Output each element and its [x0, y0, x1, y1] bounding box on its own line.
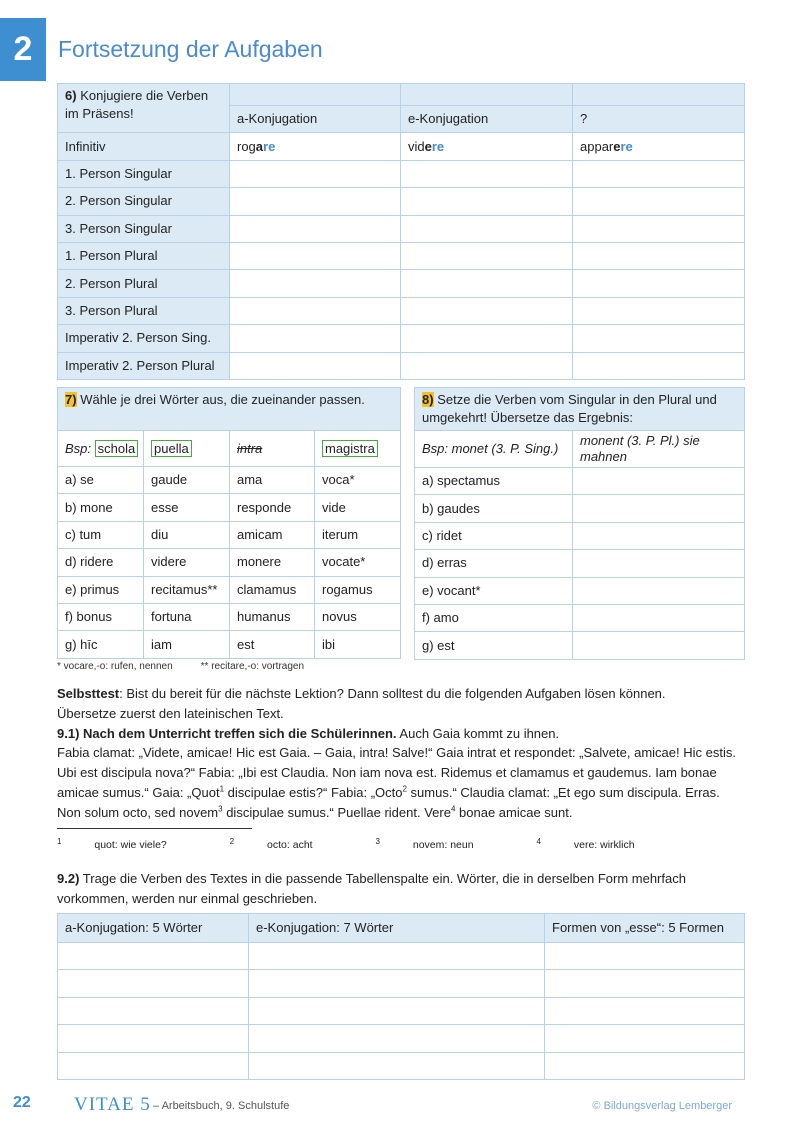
column-header: a-Konjugation: [230, 106, 401, 133]
verb-cell: d) erras: [415, 550, 573, 577]
word-cell[interactable]: c) tum: [58, 521, 144, 548]
answer-cell[interactable]: [230, 352, 401, 379]
example-cell: Bsp: schola: [58, 431, 144, 467]
word-cell[interactable]: vide: [315, 494, 401, 521]
answer-cell[interactable]: [573, 522, 745, 549]
answer-cell[interactable]: [58, 943, 249, 970]
answer-cell[interactable]: [401, 270, 573, 297]
infinitive: videre: [401, 133, 573, 160]
word-cell[interactable]: novus: [315, 603, 401, 630]
answer-cell[interactable]: [573, 297, 745, 324]
verb-cell: e) vocant*: [415, 577, 573, 604]
answer-cell[interactable]: [249, 997, 545, 1024]
word-cell[interactable]: vocate*: [315, 549, 401, 576]
answer-cell[interactable]: [401, 242, 573, 269]
example-cell: magistra: [315, 431, 401, 467]
row-label: 1. Person Plural: [58, 242, 230, 269]
column-header: Formen von „esse“: 5 Formen: [545, 914, 745, 943]
example-cell: puella: [144, 431, 230, 467]
verb-cell: a) spectamus: [415, 468, 573, 495]
infinitive: rogare: [230, 133, 401, 160]
answer-cell[interactable]: [230, 242, 401, 269]
word-cell[interactable]: rogamus: [315, 576, 401, 603]
answer-cell[interactable]: [230, 325, 401, 352]
answer-cell[interactable]: [401, 188, 573, 215]
answer-cell[interactable]: [230, 215, 401, 242]
answer-cell[interactable]: [545, 1025, 745, 1052]
answer-cell[interactable]: [573, 577, 745, 604]
answer-cell[interactable]: [573, 242, 745, 269]
chapter-number: 2: [0, 18, 46, 81]
answer-cell[interactable]: [58, 970, 249, 997]
verb-cell: b) gaudes: [415, 495, 573, 522]
footnotes: $^1$ quot: wie viele? $^2$ octo: acht $^3$ novem: neun $^4$ vere: wirklich: [57, 836, 635, 851]
answer-cell[interactable]: [573, 468, 745, 495]
answer-cell[interactable]: [401, 297, 573, 324]
word-cell[interactable]: b) mone: [58, 494, 144, 521]
answer-cell[interactable]: [249, 943, 545, 970]
word-cell[interactable]: d) ridere: [58, 549, 144, 576]
word-cell[interactable]: g) hīc: [58, 631, 144, 658]
page-title: Fortsetzung der Aufgaben: [58, 36, 323, 62]
answer-cell[interactable]: [545, 943, 745, 970]
example-cell: intra: [230, 431, 315, 467]
column-header: e-Konjugation: [401, 106, 573, 133]
row-label: Imperativ 2. Person Plural: [58, 352, 230, 379]
answer-cell[interactable]: [573, 270, 745, 297]
answer-cell[interactable]: [230, 270, 401, 297]
word-cell[interactable]: iam: [144, 631, 230, 658]
word-cell[interactable]: videre: [144, 549, 230, 576]
answer-cell[interactable]: [249, 970, 545, 997]
page-number: 22: [13, 1094, 31, 1111]
verb-sort-table: [57, 913, 745, 1080]
example-right: monent (3. P. Pl.) sie mahnen: [573, 431, 745, 468]
answer-cell[interactable]: [58, 997, 249, 1024]
answer-cell[interactable]: [249, 1025, 545, 1052]
word-cell[interactable]: clamamus: [230, 576, 315, 603]
row-label: 2. Person Singular: [58, 188, 230, 215]
answer-cell[interactable]: [573, 160, 745, 187]
latin-text: Fabia clamat: „Videte, amicae! Hic est Gaia. – Gaia, intra! Salve!“ Gaia intrat et respondet: „Salvete, amicae! Hic estis. Ubi est discipula nova?“ Fabia: „Ibi est Claudia. Non iam nova est. Ridemus et clamamus et gaudemus. Iam bonae amicae sumus.“ Gaia: „Quot$^1$ discipulae estis?“ Fabia: „Octo$^2$ sumus.“ Claudia clamat: „Et ego sum discipula. Erras. Non solum octo, sed novem$^3$ discipulae sumus.“ Puellae rident. Vere$^4$ bonae amicae sunt.: [57, 745, 736, 820]
footnote-divider: [57, 828, 252, 829]
answer-cell[interactable]: [401, 215, 573, 242]
answer-cell[interactable]: [230, 188, 401, 215]
book-subtitle: – Arbeitsbuch, 9. Schulstufe: [153, 1100, 290, 1112]
row-label: 3. Person Plural: [58, 297, 230, 324]
task8-instruction: 8) Setze die Verben vom Singular in den Plural und umgekehrt! Übersetze das Ergebnis:: [415, 388, 745, 431]
column-header: a-Konjugation: 5 Wörter: [58, 914, 249, 943]
verb-cell: g) est: [415, 632, 573, 659]
verb-cell: c) ridet: [415, 522, 573, 549]
answer-cell[interactable]: [573, 188, 745, 215]
word-cell[interactable]: fortuna: [144, 603, 230, 630]
answer-cell[interactable]: [573, 632, 745, 659]
word-cell[interactable]: iterum: [315, 521, 401, 548]
answer-cell[interactable]: [58, 1025, 249, 1052]
answer-cell[interactable]: [573, 550, 745, 577]
verb-cell: f) amo: [415, 604, 573, 631]
column-header: e-Konjugation: 7 Wörter: [249, 914, 545, 943]
answer-cell[interactable]: [545, 997, 745, 1024]
conjugation-table: [57, 83, 745, 380]
answer-cell[interactable]: [573, 604, 745, 631]
word-cell[interactable]: amicam: [230, 521, 315, 548]
task6-instruction: 6) Konjugiere die Verben im Präsens!: [58, 84, 230, 133]
answer-cell[interactable]: [573, 495, 745, 522]
task92-instruction: 9.2) Trage die Verben des Textes in die passende Tabellenspalte ein. Wörter, die in derselben Form mehrfach vorkommen, werden nur einmal geschrieben.: [57, 871, 686, 906]
word-cell[interactable]: monere: [230, 549, 315, 576]
row-label: 3. Person Singular: [58, 215, 230, 242]
row-label: Infinitiv: [58, 133, 230, 160]
answer-cell[interactable]: [545, 970, 745, 997]
word-cell[interactable]: responde: [230, 494, 315, 521]
word-cell[interactable]: ibi: [315, 631, 401, 658]
answer-cell[interactable]: [573, 215, 745, 242]
example-left: Bsp: monet (3. P. Sing.): [415, 431, 573, 468]
word-cell[interactable]: est: [230, 631, 315, 658]
answer-cell[interactable]: [230, 160, 401, 187]
row-label: 2. Person Plural: [58, 270, 230, 297]
word-cell[interactable]: humanus: [230, 603, 315, 630]
answer-cell[interactable]: [58, 1052, 249, 1079]
word-cell[interactable]: a) se: [58, 467, 144, 494]
word-cell[interactable]: e) primus: [58, 576, 144, 603]
word-cell[interactable]: diu: [144, 521, 230, 548]
word-cell[interactable]: voca*: [315, 467, 401, 494]
answer-cell[interactable]: [545, 1052, 745, 1079]
word-cell[interactable]: esse: [144, 494, 230, 521]
selftest-text: Selbsttest: Bist du bereit für die nächste Lektion? Dann solltest du die folgenden Aufgaben lösen können. Übersetze zuerst den lateinischen Text. 9.1) Nach dem Unterricht treffen sich die Schülerinnen. Auch Gaia kommt zu ihnen. Fabia clamat: „Videte, amicae! Hic est Gaia. – Gaia, intra! Salve!“ Gaia intrat et respondet: „Salvete, amicae! Hic estis. Ubi est discipula nova?“ Fabia: „Ibi est Claudia. Non iam nova est. Ridemus et clamamus et gaudemus. Iam bonae amicae sumus.“ Gaia: „Quot$^1$ discipulae estis?“ Fabia: „Octo$^2$ sumus.“ Claudia clamat: „Et ego sum discipula. Erras. Non solum octo, sed novem$^3$ discipulae sumus.“ Puellae rident. Vere$^4$ bonae amicae sunt.: [57, 684, 747, 823]
copyright: © Bildungsverlag Lemberger: [592, 1100, 732, 1112]
infinitive: apparere: [573, 133, 745, 160]
answer-cell[interactable]: [401, 352, 573, 379]
word-cell[interactable]: gaude: [144, 467, 230, 494]
column-header: ?: [573, 106, 745, 133]
answer-cell[interactable]: [573, 352, 745, 379]
word-cell[interactable]: ama: [230, 467, 315, 494]
singular-plural-table: [414, 387, 745, 660]
row-label: Imperativ 2. Person Sing.: [58, 325, 230, 352]
answer-cell[interactable]: [249, 1052, 545, 1079]
answer-cell[interactable]: [573, 325, 745, 352]
row-label: 1. Person Singular: [58, 160, 230, 187]
answer-cell[interactable]: [401, 160, 573, 187]
word-match-table: [57, 387, 401, 659]
word-cell[interactable]: f) bonus: [58, 603, 144, 630]
word-cell[interactable]: recitamus**: [144, 576, 230, 603]
answer-cell[interactable]: [230, 297, 401, 324]
answer-cell[interactable]: [401, 325, 573, 352]
brand-logo: VITAE 5: [74, 1094, 151, 1115]
task7-footnotes: * vocare,-o: rufen, nennen ** recitare,-o: vortragen: [57, 661, 305, 672]
task7-instruction: 7) Wähle je drei Wörter aus, die zueinander passen.: [58, 388, 401, 431]
